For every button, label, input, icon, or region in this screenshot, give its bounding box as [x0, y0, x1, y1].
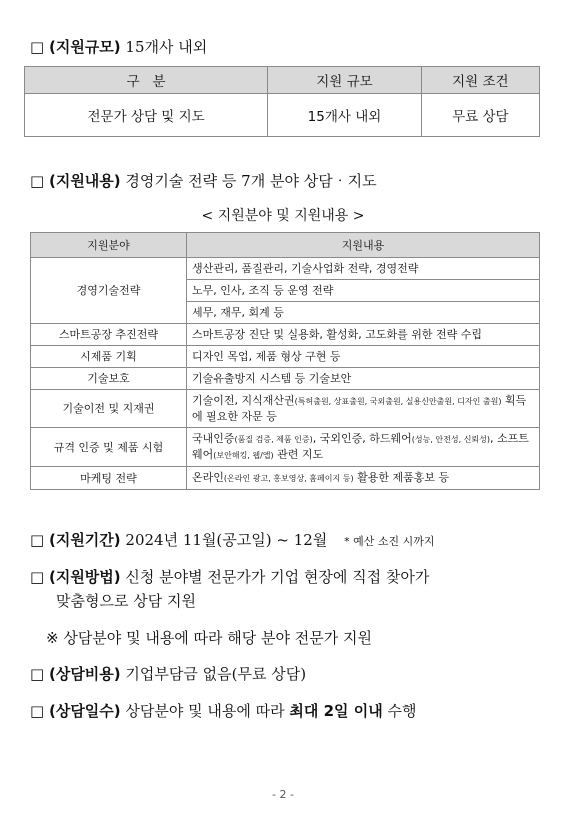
section-label: (상담일수) [48, 702, 121, 720]
section-text: 15개사 내외 [125, 38, 208, 56]
table-row [31, 428, 540, 467]
content-text: 국내인증 [192, 432, 235, 445]
category-cell: 경영기술전략 [31, 258, 187, 324]
content-cell: 생산관리, 품질관리, 기술사업화 전략, 경영전략 [187, 258, 540, 280]
content-cell [187, 390, 540, 428]
table-row [31, 467, 540, 490]
table-header: 지원내용 [187, 233, 540, 258]
content-cell: 스마트공장 진단 및 실용화, 활성화, 고도화를 위한 전략 수립 [187, 324, 540, 346]
checkbox-square-icon: □ [30, 531, 45, 549]
content-cell: 세무, 재무, 회계 등 [187, 302, 540, 324]
table-row [31, 390, 540, 428]
content-text: , 국외인증, 하드웨어 [312, 432, 412, 445]
checkbox-square-icon: □ [30, 568, 45, 586]
table-header: 지원 규모 [268, 67, 422, 94]
section-text: 수행 [387, 702, 417, 720]
table-caption: < 지원분야 및 지원내용 > [201, 208, 365, 224]
checkbox-square-icon: □ [30, 665, 45, 683]
content-cell: 노무, 인사, 조직 등 운영 전략 [187, 280, 540, 302]
section-consulting-cost [30, 663, 306, 685]
category-cell: 기술이전 및 지재권 [31, 390, 187, 428]
section-label: (지원규모) [48, 38, 121, 56]
section-support-content [30, 170, 377, 192]
section-note: * 예산 소진 시까지 [344, 535, 435, 548]
table-row [31, 258, 540, 280]
checkbox-square-icon: □ [30, 172, 45, 190]
section-consulting-days [30, 700, 417, 722]
section-label: (지원방법) [48, 568, 121, 586]
content-text: , 소프트웨어 [192, 432, 529, 461]
support-scale-table [24, 66, 540, 137]
checkbox-square-icon: □ [30, 38, 45, 56]
section-text: 2024년 11월(공고일) ~ 12월 [125, 531, 328, 549]
table-header: 지원분야 [31, 233, 187, 258]
category-cell: 기술보호 [31, 368, 187, 390]
category-cell: 스마트공장 추진전략 [31, 324, 187, 346]
content-detail: (온라인 광고, 홍보영상, 홈페이지 등) [223, 474, 354, 483]
section-support-scale [30, 36, 207, 58]
table-cell: 무료 상담 [421, 94, 539, 137]
content-detail: (성능, 안전성, 신뢰성) [411, 435, 491, 444]
content-cell [187, 428, 540, 467]
section-text: 상담분야 및 내용에 따라 [125, 702, 285, 720]
content-text: 활용한 제품홍보 등 [353, 471, 450, 484]
table-row [31, 346, 540, 368]
content-detail: (특허출원, 상표출원, 국외출원, 실용신안출원, 디자인 출원) [294, 397, 502, 406]
category-cell: 규격 인증 및 제품 시험 [31, 428, 187, 467]
section-text: 기업부담금 없음(무료 상담) [125, 665, 307, 683]
content-text: 기술이전, 지식재산권 [192, 394, 295, 407]
section-support-period [30, 529, 434, 553]
category-cell: 마케팅 전략 [31, 467, 187, 490]
content-detail: (보안해킹, 웹/앱) [213, 451, 274, 460]
table-row [31, 368, 540, 390]
table-row [25, 94, 540, 137]
content-text: 관련 지도 [273, 448, 324, 461]
section-reference-note: ※ 상담분야 및 내용에 따라 해당 분야 전문가 지원 [46, 629, 373, 647]
table-header: 지원 조건 [421, 67, 539, 94]
table-row [31, 324, 540, 346]
section-text: 경영기술 전략 등 7개 분야 상담‧지도 [125, 172, 377, 190]
content-cell: 기술유출방지 시스템 등 기술보안 [187, 368, 540, 390]
section-text-continued: 맞춤형으로 상담 지원 [56, 592, 196, 610]
content-cell [187, 467, 540, 490]
content-cell: 디자인 목업, 제품 형상 구현 등 [187, 346, 540, 368]
section-label: (지원기간) [48, 531, 121, 549]
support-fields-table [30, 232, 540, 490]
section-text: 신청 분야별 전문가가 기업 현장에 직접 찾아가 [125, 568, 430, 586]
section-support-method [30, 566, 429, 588]
content-detail: (품질 검증, 제품 인증) [234, 435, 313, 444]
table-header: 구 분 [25, 67, 268, 94]
section-text-emphasis: 최대 2일 이내 [289, 702, 383, 720]
checkbox-square-icon: □ [30, 702, 45, 720]
content-text: 온라인 [192, 471, 224, 484]
page-number: - 2 - [272, 788, 294, 801]
category-cell: 시제품 기획 [31, 346, 187, 368]
section-label: (상담비용) [48, 665, 121, 683]
content-text: 획득에 필요한 자문 등 [192, 394, 527, 423]
table-cell: 전문가 상담 및 지도 [25, 94, 268, 137]
section-label: (지원내용) [48, 172, 121, 190]
table-cell: 15개사 내외 [268, 94, 422, 137]
